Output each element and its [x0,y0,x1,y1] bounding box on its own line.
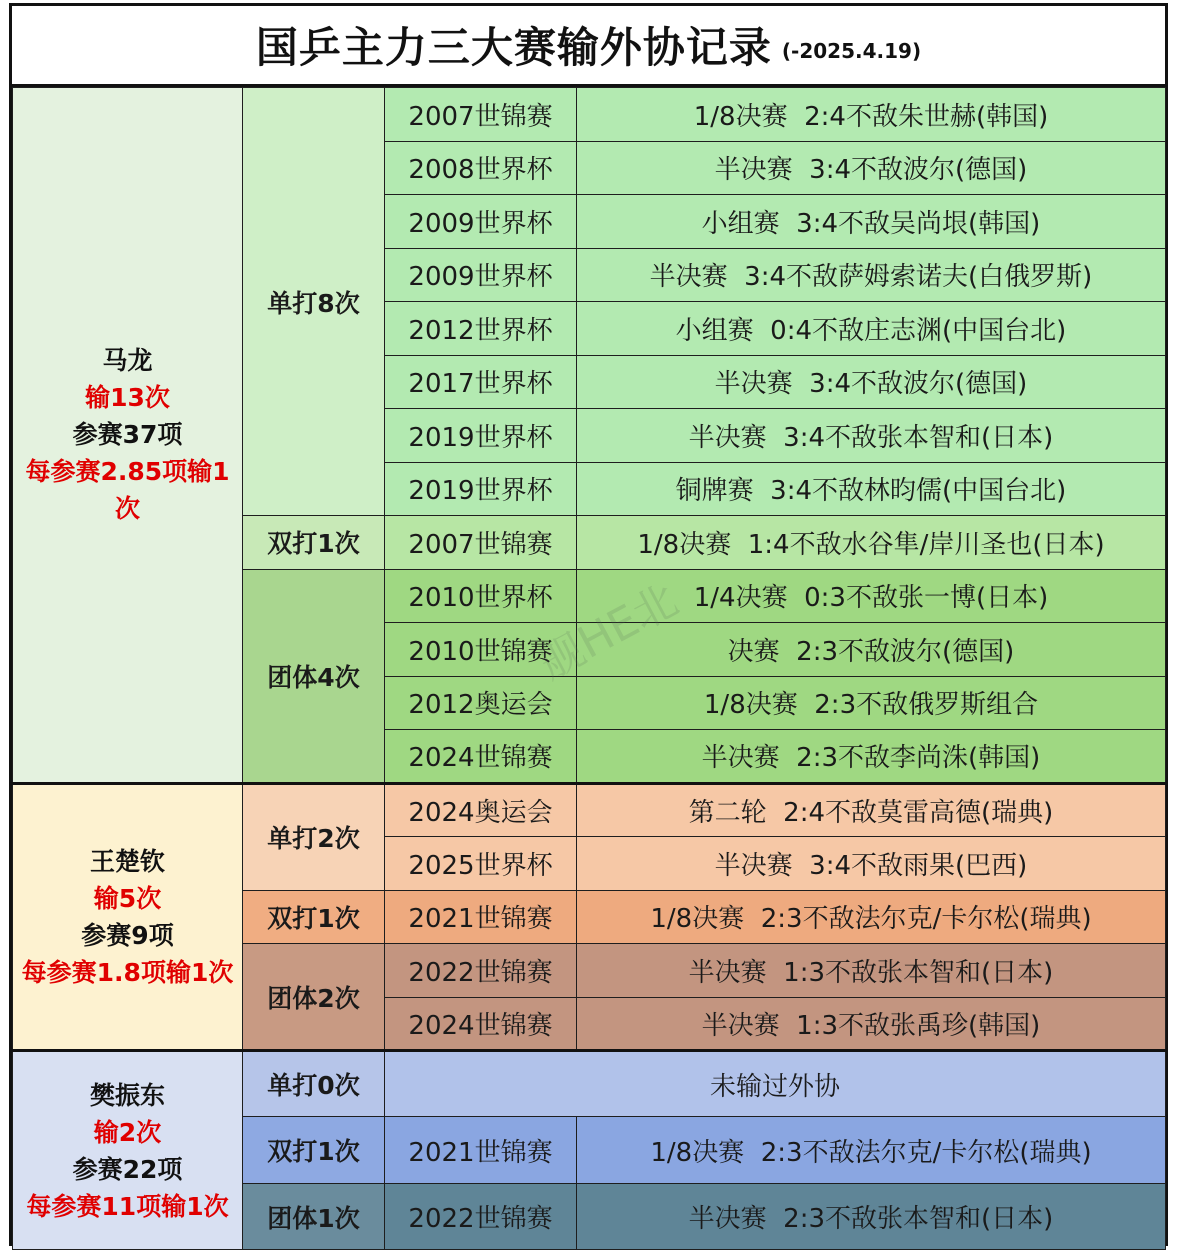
loss-count: 输2次 [93,1117,162,1147]
result-cell: 决赛 2:3不敌波尔(德国) [577,623,1166,677]
event-cell: 2010世锦赛 [385,623,577,677]
player-summary [13,1051,243,1250]
event-cell: 2009世界杯 [385,248,577,302]
result-cell: 半决赛 2:3不敌李尚洙(韩国) [577,730,1166,784]
event-cell: 2008世界杯 [385,141,577,195]
category-cell: 单打8次 [243,88,385,516]
category-cell: 双打1次 [243,890,385,944]
player-summary [13,88,243,784]
event-cell: 2009世界杯 [385,195,577,249]
table-row [13,88,1166,142]
result-cell: 半决赛 2:3不敌张本智和(日本) [577,1184,1166,1250]
event-cell: 2024奥运会 [385,783,577,837]
result-cell: 半决赛 3:4不敌雨果(巴西) [577,837,1166,891]
result-cell: 半决赛 1:3不敌张禹珍(韩国) [577,997,1166,1051]
result-cell: 半决赛 3:4不敌萨姆索诺夫(白俄罗斯) [577,248,1166,302]
event-cell: 2022世锦赛 [385,944,577,998]
category-cell: 团体4次 [243,569,385,783]
category-cell: 单打0次 [243,1051,385,1117]
entry-count: 参赛37项 [72,420,183,450]
category-cell: 单打2次 [243,783,385,890]
event-cell: 2007世锦赛 [385,88,577,142]
result-cell: 半决赛 3:4不敌波尔(德国) [577,141,1166,195]
result-cell: 1/8决赛 2:3不敌法尔克/卡尔松(瑞典) [577,890,1166,944]
result-cell: 1/8决赛 1:4不敌水谷隼/岸川圣也(日本) [577,516,1166,570]
loss-rate: 每参赛11项输1次 [26,1191,229,1221]
result-cell: 小组赛 3:4不敌吴尚垠(韩国) [577,195,1166,249]
result-cell: 第二轮 2:4不敌莫雷高德(瑞典) [577,783,1166,837]
event-cell: 2012奥运会 [385,676,577,730]
date-range: (-2025.4.19) [781,39,922,63]
event-cell: 2024世锦赛 [385,730,577,784]
event-cell: 2024世锦赛 [385,997,577,1051]
result-cell: 1/8决赛 2:4不敌朱世赫(韩国) [577,88,1166,142]
page-title: 国乒主力三大赛输外协记录 [255,23,772,72]
result-cell: 半决赛 3:4不敌张本智和(日本) [577,409,1166,463]
category-cell: 团体2次 [243,944,385,1051]
loss-rate: 每参赛2.85项输1次 [25,457,230,524]
player-name: 马龙 [102,346,153,376]
category-cell: 双打1次 [243,1117,385,1184]
result-cell: 1/8决赛 2:3不敌法尔克/卡尔松(瑞典) [577,1117,1166,1184]
loss-table [12,87,1166,1250]
event-cell: 2017世界杯 [385,355,577,409]
event-cell: 2012世界杯 [385,302,577,356]
event-cell: 2007世锦赛 [385,516,577,570]
category-cell: 团体1次 [243,1184,385,1250]
no-loss-cell: 未输过外协 [385,1051,1166,1117]
result-cell: 铜牌赛 3:4不敌林昀儒(中国台北) [577,462,1166,516]
loss-rate: 每参赛1.8项输1次 [21,957,234,987]
entry-count: 参赛9项 [81,920,174,950]
result-cell: 小组赛 0:4不敌庄志渊(中国台北) [577,302,1166,356]
player-summary [13,783,243,1051]
event-cell: 2021世锦赛 [385,890,577,944]
player-name: 樊振东 [89,1080,165,1110]
table-row [13,1051,1166,1117]
event-cell: 2010世界杯 [385,569,577,623]
entry-count: 参赛22项 [72,1154,183,1184]
record-sheet [9,3,1168,1246]
result-cell: 半决赛 3:4不敌波尔(德国) [577,355,1166,409]
title-bar [12,6,1165,87]
player-name: 王楚钦 [89,846,165,876]
category-cell: 双打1次 [243,516,385,570]
event-cell: 2019世界杯 [385,409,577,463]
table-row [13,783,1166,837]
event-cell: 2019世界杯 [385,462,577,516]
event-cell: 2021世锦赛 [385,1117,577,1184]
result-cell: 1/8决赛 2:3不敌俄罗斯组合 [577,676,1166,730]
loss-count: 输13次 [85,383,170,413]
event-cell: 2025世界杯 [385,837,577,891]
event-cell: 2022世锦赛 [385,1184,577,1250]
loss-count: 输5次 [93,883,162,913]
result-cell: 1/4决赛 0:3不敌张一博(日本) [577,569,1166,623]
result-cell: 半决赛 1:3不敌张本智和(日本) [577,944,1166,998]
